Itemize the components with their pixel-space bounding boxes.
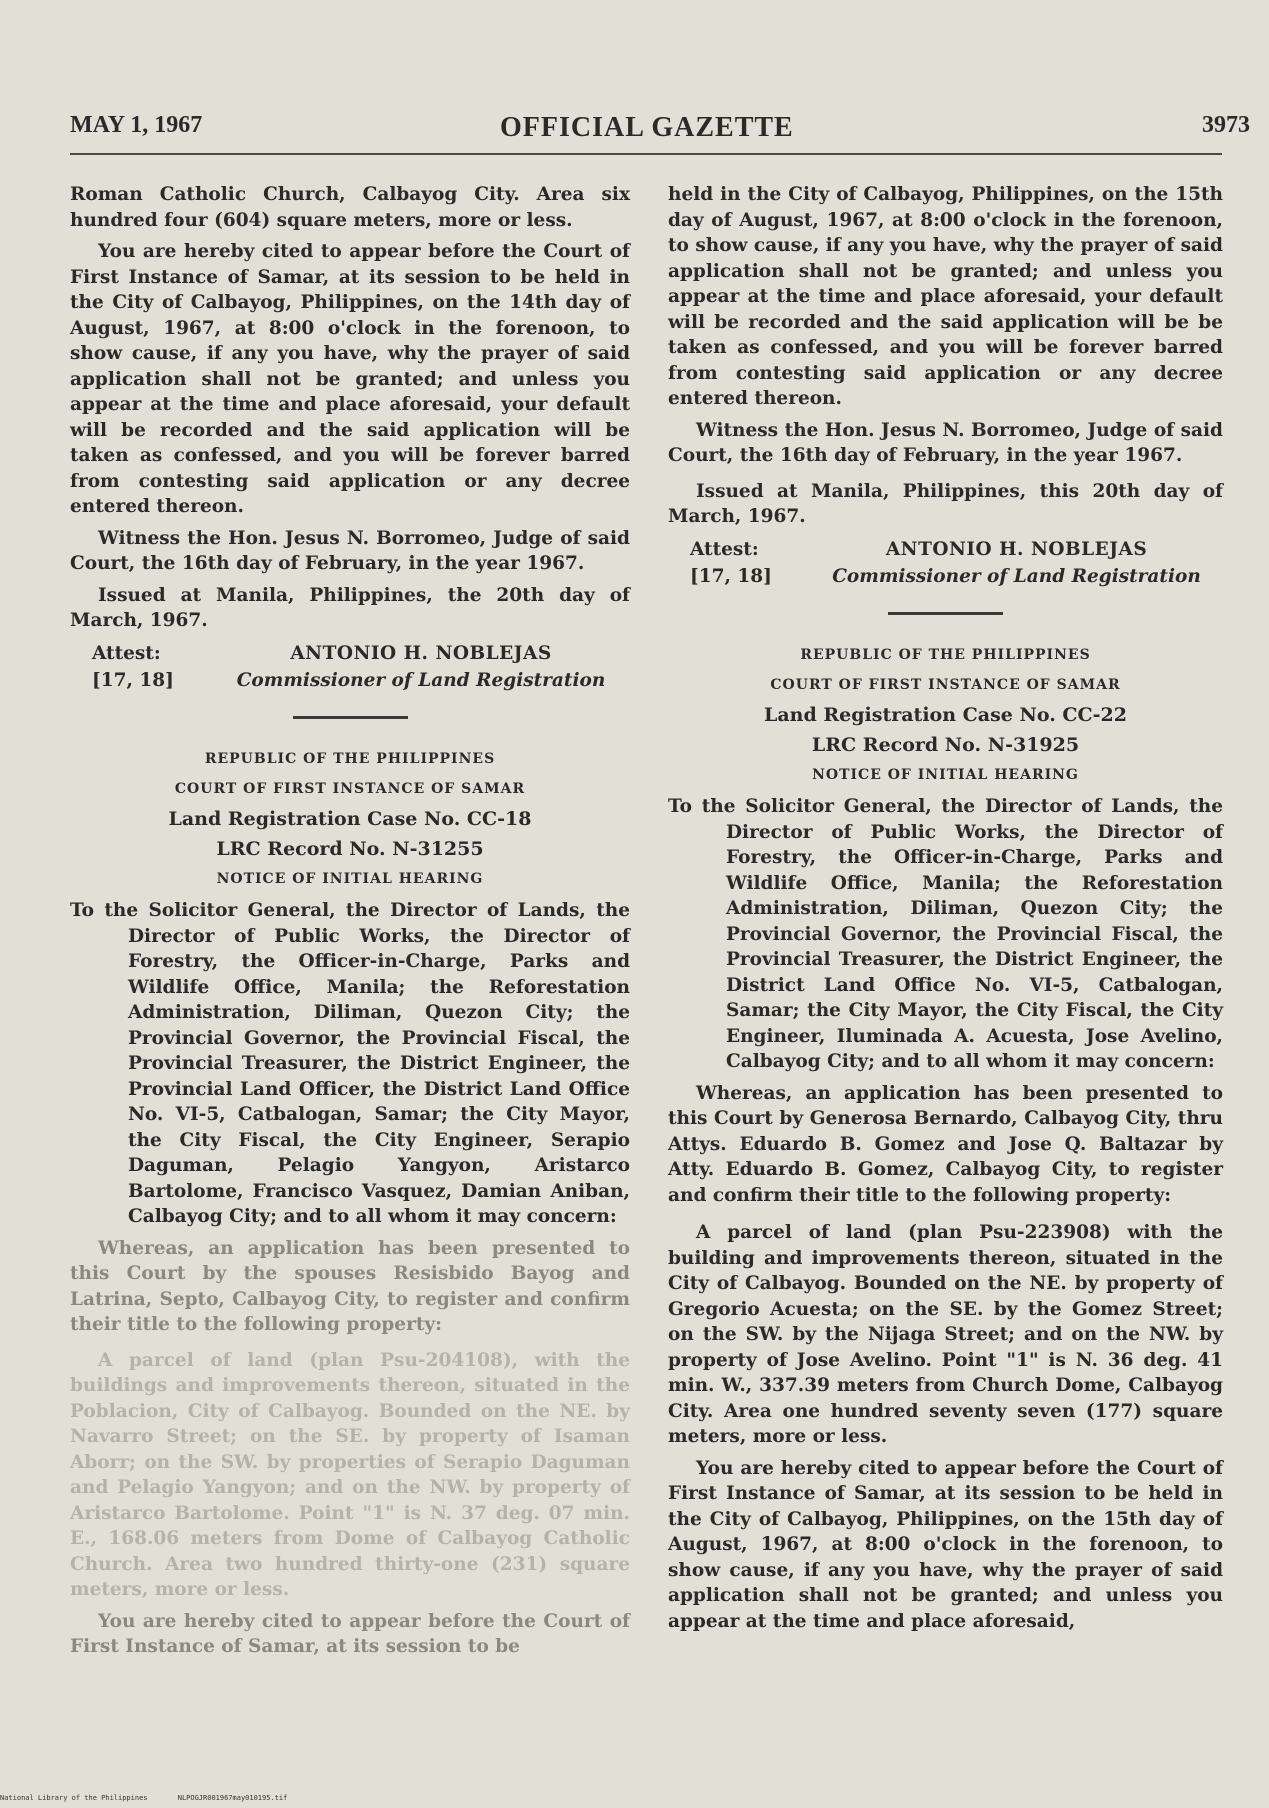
right-caption-court: COURT OF FIRST INSTANCE OF SAMAR [770,676,1121,693]
right-whereas: Whereas, an application has been presented to this Court by Generosa Bernardo, Calbayog City, thru Attys. Eduardo B. Gomez and Jose Q. Baltazar by Atty. Eduardo B. Gomez, Calbayog City, to register and confirm their title to the following property: [668,1082,1223,1206]
left-case-number: Land Registration Case No. CC-18 [168,807,532,830]
left-lrc-record: LRC Record No. N-31255 [216,837,484,860]
right-attest-label: Attest: [690,538,759,560]
header-page-number: 3973 [1202,112,1250,138]
right-paragraph-1: held in the City of Calbayog, Philippines, on the 15th day of August, 1967, at 8:00 o'clock in the forenoon, to show cause, if any you have, why the prayer of said application shall not be granted; and unless you appear at the time and place aforesaid, your default will be recorded and the said application will be be taken as confessed, and you will be forever barred from contesting said application or any decree entered thereon. [668,184,1223,409]
left-attest-ref: [17, 18] [92,669,174,691]
right-paragraph-3: Issued at Manila, Philippines, this 20th day of March, 1967. [668,480,1223,527]
right-section-divider [888,612,1003,615]
right-notice-heading: NOTICE OF INITIAL HEARING [812,766,1079,783]
left-attest-label: Attest: [92,642,161,664]
footer-library: National Library of the Philippines [0,1794,148,1802]
header-date: MAY 1, 1967 [70,112,203,138]
left-notice-heading: NOTICE OF INITIAL HEARING [216,870,484,887]
footer-filename: NLPOGJR001967may010195.tif [177,1794,288,1802]
right-lrc-record: LRC Record No. N-31925 [811,733,1080,756]
left-attest-name: ANTONIO H. NOBLEJAS [290,642,552,664]
scan-footer [0,1794,313,1802]
right-attest-title: Commissioner of Land Registration [832,565,1201,587]
right-attest-name: ANTONIO H. NOBLEJAS [885,538,1148,560]
header-title: OFFICIAL GAZETTE [500,112,794,143]
left-paragraph-4: Issued at Manila, Philippines, the 20th day of March, 1967. [70,584,630,631]
left-column [70,182,630,1666]
left-attest-title: Commissioner of Land Registration [236,669,606,691]
left-addressees: To the Solicitor General, the Director of Lands, the Director of Public Works, the Director of Forestry, the Officer-in-Charge, Parks and Wildlife Office, Manila; the Reforestation Administration, Diliman, Quezon City; the Provincial Governor, the Provincial Fiscal, the Provincial Treasurer, the District Engineer, the Provincial Land Officer, the District Land Office No. VI-5, Catbalogan, Samar; the City Mayor, the City Fiscal, the City Engineer, Serapio Daguman, Pelagio Yangyon, Aristarco Bartolome, Francisco Vasquez, Damian Aniban, Calbayog City; and to all whom it may concern: [70,900,630,1227]
right-attest-ref: [17, 18] [690,565,772,587]
right-addressees: To the Solicitor General, the Director of Lands, the Director of Public Works, the Director of Forestry, the Officer-in-Charge, Parks and Wildlife Office, Manila; the Reforestation Administration, Diliman, Quezon City; the Provincial Governor, the Provincial Fiscal, the Provincial Treasurer, the District Engineer, the District Land Office No. VI-5, Catbalogan, Samar; the City Mayor, the City Fiscal, the City Engineer, Iluminada A. Acuesta, Jose Avelino, Calbayog City; and to all whom it may concern: [668,796,1223,1072]
left-paragraph-1: Roman Catholic Church, Calbayog City. Area six hundred four (604) square meters, more or less. [70,184,630,231]
right-paragraph-2: Witness the Hon. Jesus N. Borromeo, Judge of said Court, the 16th day of February, in the year 1967. [668,419,1223,466]
left-caption-republic: REPUBLIC OF THE PHILIPPINES [204,750,496,767]
header-rule [70,153,1222,155]
left-whereas: Whereas, an application has been presented to this Court by the spouses Resisbido Bayog and Latrina, Septo, Calbayog City, to register and confirm their title to the following property: [70,1237,630,1335]
right-column [668,182,1223,1640]
left-section-divider [293,716,408,719]
right-parcel-description: A parcel of land (plan Psu-223908) with the building and improvements thereon, situated in the City of Calbayog. Bounded on the NE. by property of Gregorio Acuesta; on the SE. by the Gomez Street; on the SW. by the Nijaga Street; and on the NW. by property of Jose Avelino. Point "1" is N. 36 deg. 41 min. W., 337.39 meters from Church Dome, Calbayog City. Area one hundred seventy seven (177) square meters, more or less. [668,1222,1223,1447]
left-attest-block [70,640,630,694]
left-caption-court: COURT OF FIRST INSTANCE OF SAMAR [174,780,526,797]
right-case-number: Land Registration Case No. CC-22 [764,703,1127,726]
left-paragraph-2: You are hereby cited to appear before the Court of First Instance of Samar, at its session to be held in the City of Calbayog, Philippines, on the 14th day of August, 1967, at 8:00 o'clock in the forenoon, to show cause, if any you have, why the prayer of said application shall not be granted; and unless you appear at the time and place aforesaid, your default will be recorded and the said application will be taken as confessed, and you will be forever barred from contesting said application or any decree entered thereon. [70,241,630,517]
right-attest-block [668,536,1223,590]
right-caption-republic: REPUBLIC OF THE PHILIPPINES [800,646,1091,663]
left-parcel-description: A parcel of land (plan Psu-204108), with the buildings and improvements thereon, situated in the Poblacion, City of Calbayog. Bounded on the NE. by Navarro Street; on the SE. by property of Isaman Aborr; on the SW. by properties of Serapio Daguman and Pelagio Yangyon; and on the NW. by property of Aristarco Bartolome. Point "1" is N. 37 deg. 07 min. E., 168.06 meters from Dome of Calbayog Catholic Church. Area two hundred thirty-one (231) square meters, more or less. [70,1349,630,1600]
left-cited: You are hereby cited to appear before the Court of First Instance of Samar, at its session to be [70,1610,630,1657]
left-paragraph-3: Witness the Hon. Jesus N. Borromeo, Judge of said Court, the 16th day of February, in the year 1967. [70,527,630,574]
page-header [70,112,1250,152]
right-cited: You are hereby cited to appear before the Court of First Instance of Samar, at its session to be held in the City of Calbayog, Philippines, on the 15th day of August, 1967, at 8:00 o'clock in the forenoon, to show cause, if any you have, why the prayer of said application shall not be granted; and unless you appear at the time and place aforesaid, [668,1457,1223,1632]
